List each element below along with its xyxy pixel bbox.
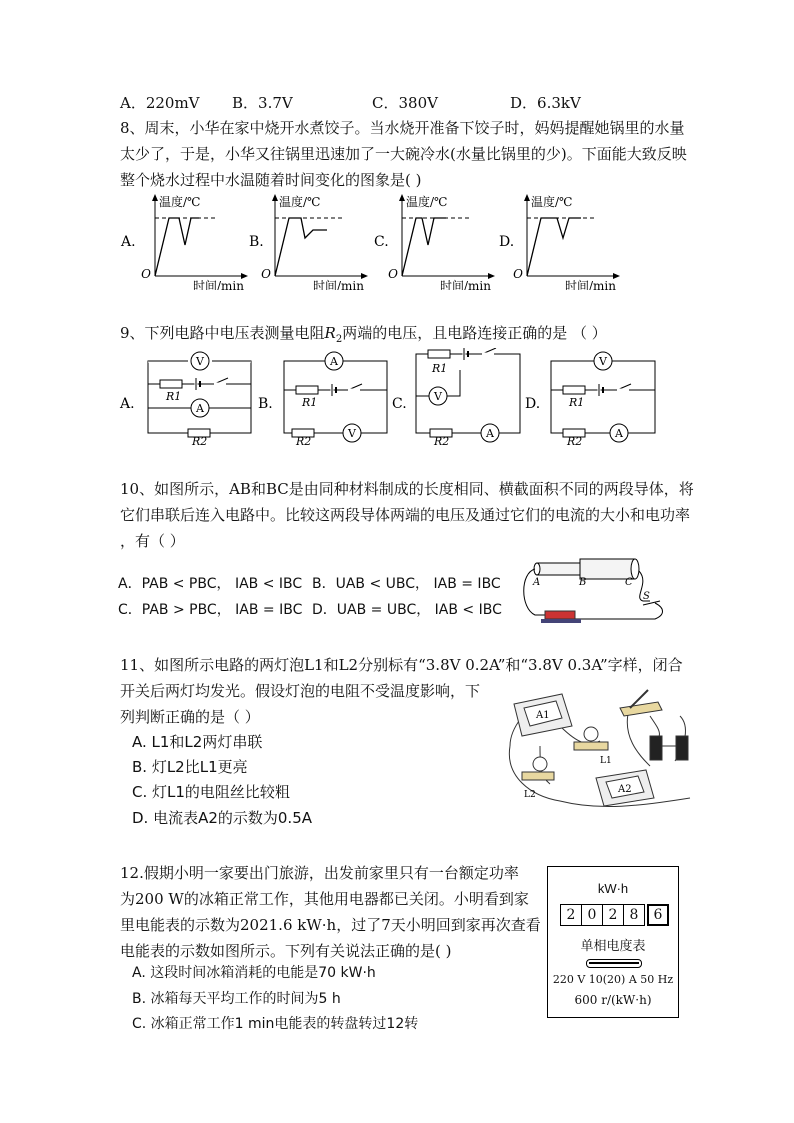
svg-text:时间/min: 时间/min [565,279,616,290]
q12-energy-meter [547,866,679,1018]
svg-text:L1: L1 [600,756,612,766]
q8-graph-c [388,194,495,290]
svg-text:V: V [348,427,356,440]
svg-text:A1: A1 [536,710,550,721]
q12-stem-line-1: 12.假期小明一家要出门旅游，出发前家里只有一台额定功率 [120,864,519,882]
svg-text:温度/℃: 温度/℃ [279,195,321,209]
q8-graph-b [261,194,368,290]
q11-batteries [650,736,688,760]
svg-text:A: A [196,402,204,415]
svg-text:R2: R2 [192,435,208,446]
svg-text:R2: R2 [567,435,583,446]
q8-graph-label-c: C. [374,234,389,250]
q10-option-a: A．PAB < PBC， IAB < IBC [118,576,303,592]
svg-text:B: B [579,577,587,588]
q9-circuit-a [119,352,251,446]
q9-stem: 9、下列电路中电压表测量电阻$R_2$两端的电压，且电路连接正确的是 （ ） [120,324,607,345]
svg-text:V: V [434,390,442,403]
meter-digits [560,904,669,926]
meter-digit-decimal: 6 [647,904,669,926]
svg-text:A.: A. [120,396,135,412]
svg-text:C: C [625,577,633,588]
q9-circuit-b [258,352,387,446]
svg-text:温度/℃: 温度/℃ [406,195,448,209]
q7-option-a: A．220mV [120,94,200,112]
svg-text:B.: B. [258,396,273,412]
svg-text:V: V [599,355,607,368]
q11-figure [500,686,700,814]
svg-text:S: S [643,591,650,602]
svg-text:R1: R1 [302,396,318,409]
q11-lamp-l1 [574,727,612,766]
q8-graphs-4 [495,190,630,290]
q10-option-d: D．UAB = UBC， IAB < IBC [312,602,502,618]
meter-unit: kW·h [597,881,629,896]
q11-option-a: A. L1和L2两灯串联 [132,733,263,751]
q8-graph-label-d: D. [499,234,515,250]
svg-text:时间/min: 时间/min [440,279,491,290]
q10-figure [515,553,675,628]
q11-stem-line-3: 列判断正确的是（ ） [120,708,260,726]
q12-option-c: C. 冰箱正常工作1 min电能表的转盘转过12转 [132,1016,419,1032]
q7-option-c: C．380V [372,94,438,112]
svg-text:温度/℃: 温度/℃ [159,195,201,209]
svg-text:O: O [513,267,523,281]
q9-circuit-d [525,352,655,446]
q10-option-c: C．PAB > PBC， IAB = IBC [118,602,303,618]
q8-graph-a [141,194,248,290]
q10-option-b: B．UAB < UBC， IAB = IBC [312,576,501,592]
q8-stem-line-2: 太少了，于是，小华又往锅里迅速加了一大碗冷水(水量比锅里的少)。下面能大致反映 [120,145,687,163]
svg-text:O: O [388,267,398,281]
svg-text:R1: R1 [432,362,448,375]
q8-graph-label-a: A. [121,234,136,250]
svg-text:A: A [533,577,541,588]
q10-stem-line-1: 10、如图所示，AB和BC是由同种材料制成的长度相同、横截面积不同的两段导体，将 [120,480,694,498]
q11-option-b: B. 灯L2比L1更亮 [132,758,248,776]
q11-option-d: D. 电流表A2的示数为0.5A [132,809,313,827]
svg-text:温度/℃: 温度/℃ [531,195,573,209]
meter-rev: 600 r/(kW·h) [574,993,652,1007]
q10-stem-line-3: ，有（ ） [120,532,185,550]
meter-digit: 8 [624,904,645,926]
svg-text:A2: A2 [618,784,632,795]
svg-text:R1: R1 [166,390,182,403]
q8-graph-d [513,194,620,290]
q11-option-c: C. 灯L1的电阻丝比较粗 [132,783,290,801]
q10-stem-line-2: 它们串联后连入电路中。比较这两段导体两端的电压及通过它们的电流的大小和电功率 [120,506,691,524]
meter-spec: 220 V 10(20) A 50 Hz [552,973,674,986]
q11-stem-line-1: 11、如图所示电路的两灯泡L1和L2分别标有“3.8V 0.2A”和“3.8V 0.3A”字样，闭合 [120,656,683,674]
q11-ammeter-a2 [596,770,654,806]
q9-circuits [118,348,663,446]
q12-option-b: B. 冰箱每天平均工作的时间为5 h [132,991,341,1007]
svg-text:时间/min: 时间/min [193,279,244,290]
svg-text:A: A [330,355,338,368]
q8-stem-line-1: 8、周末，小华在家中烧开水煮饺子。当水烧开准备下饺子时，妈妈提醒她锅里的水量 [120,119,685,137]
svg-text:A: A [615,427,623,440]
svg-text:R1: R1 [569,396,585,409]
svg-text:V: V [196,355,204,368]
meter-name: 单相电度表 [580,939,646,954]
q12-stem-line-2: 为200 W的冰箱正常工作，其他用电器都已关闭。小明看到家 [120,890,529,908]
q11-switch [620,690,662,716]
q11-stem-line-2: 开关后两灯均发光。假设灯泡的电阻不受温度影响，下 [120,682,481,700]
meter-disc-icon [586,959,642,968]
svg-text:R2: R2 [296,435,312,446]
svg-text:R2: R2 [434,435,450,446]
q8-stem-line-3: 整个烧水过程中水温随着时间变化的图象是( ) [120,171,422,189]
q8-graph-label-b: B. [249,234,264,250]
svg-text:L2: L2 [524,790,536,800]
q12-stem-line-3: 里电能表的示数为2021.6 kW·h，过了7天小明回到家再次查看 [120,916,541,934]
meter-digit: 0 [582,904,603,926]
q8-graphs-3 [372,190,502,290]
q12-option-a: A. 这段时间冰箱消耗的电能是70 kW·h [132,965,376,981]
q9-circuit-c [392,348,520,446]
svg-text:A: A [486,427,494,440]
meter-digit: 2 [603,904,624,926]
svg-text:O: O [141,267,151,281]
q7-option-b: B．3.7V [232,94,293,112]
svg-text:时间/min: 时间/min [313,279,364,290]
svg-text:O: O [261,267,271,281]
q12-stem-line-4: 电能表的示数如图所示。下列有关说法正确的是( ) [120,942,452,960]
meter-digit: 2 [560,904,582,926]
q8-graphs-2 [245,190,375,290]
svg-text:C.: C. [392,396,407,412]
svg-text:D.: D. [525,396,541,412]
q11-lamp-l2 [522,757,554,800]
q7-option-d: D．6.3kV [510,94,581,112]
